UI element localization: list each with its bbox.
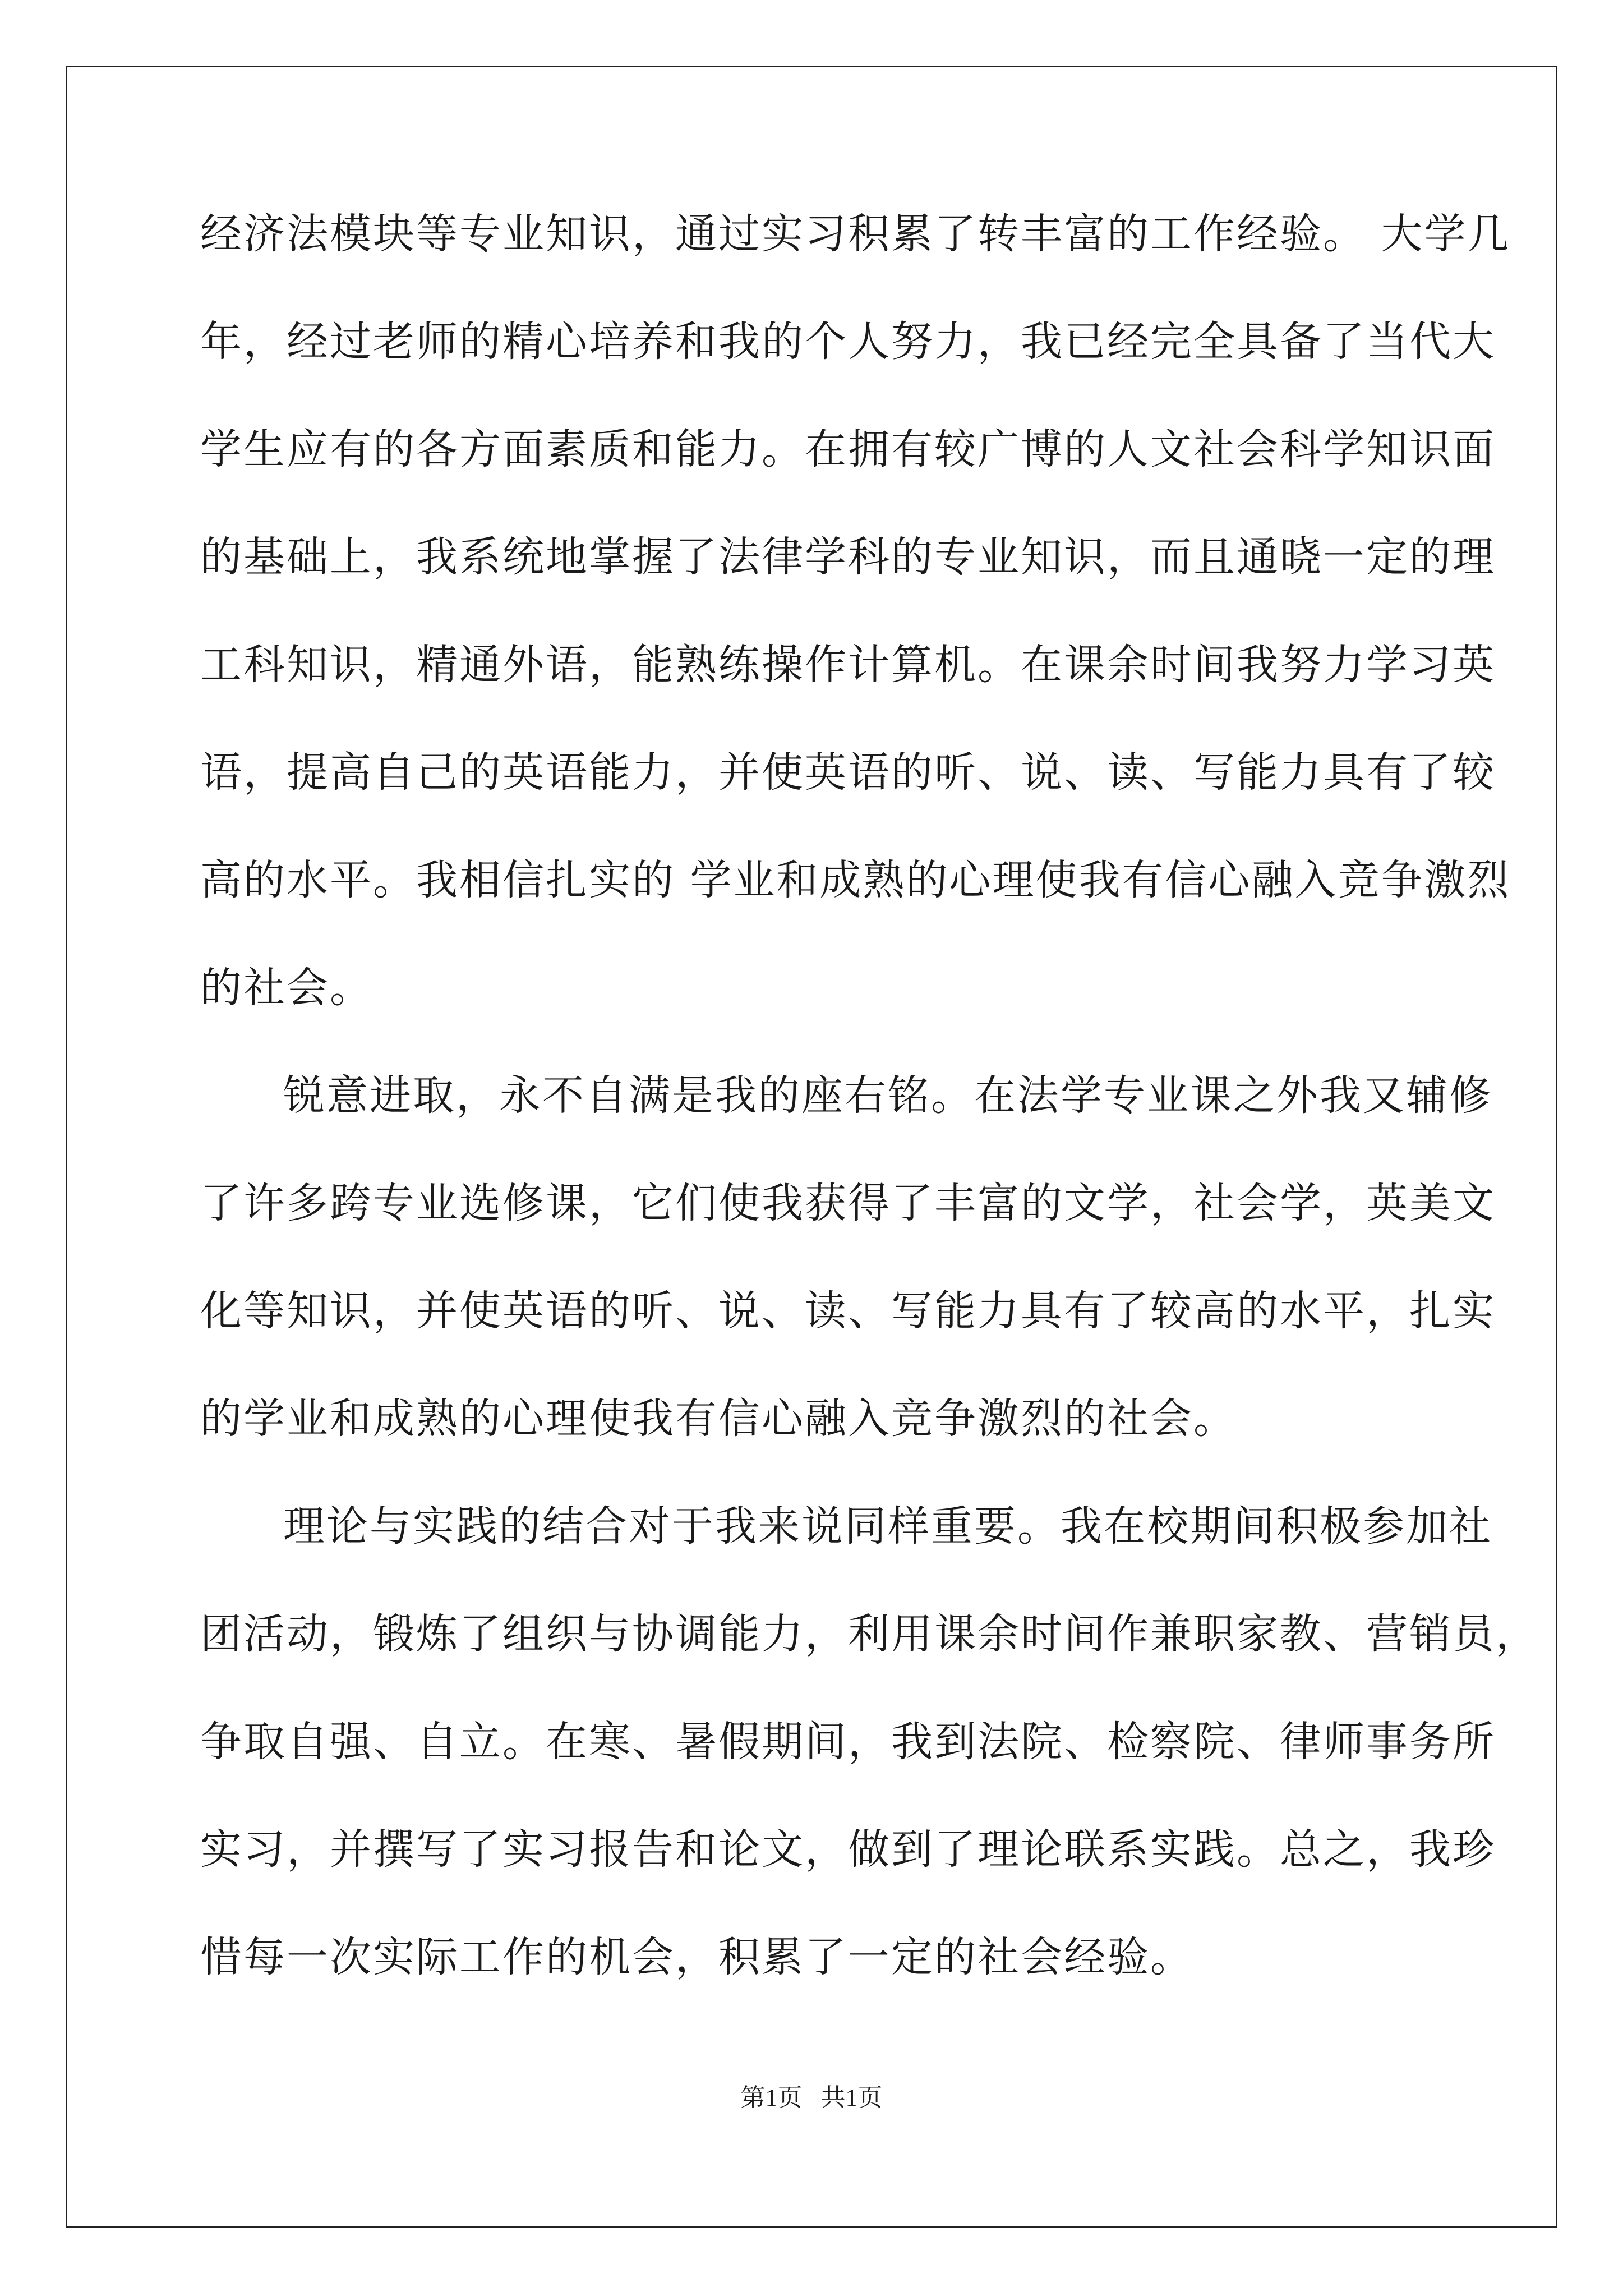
text-line: 了许多跨专业选修课，它们使我获得了丰富的文学，社会学，英美文 [200,1179,1496,1227]
text-line: 工科知识，精通外语，能熟练操作计算机。在课余时间我努力学习英 [200,641,1496,689]
text-line: 惜每一次实际工作的机会，积累了一定的社会经验。 [200,1933,1193,1981]
text-line: 实习，并撰写了实习报告和论文，做到了理论联系实践。总之，我珍 [200,1825,1496,1874]
text-line: 理论与实践的结合对于我来说同样重要。我在校期间积极参加社 [283,1502,1492,1550]
text-line: 高的水平。我相信扎实的 学业和成熟的心理使我有信心融入竞争激烈 [200,856,1511,904]
document-body [200,210,1539,2044]
text-line: 团活动，锻炼了组织与协调能力，利用课余时间作兼职家教、营销员， [200,1610,1539,1658]
text-line: 经济法模块等专业知识，通过实习积累了转丰富的工作经验。 大学几 [200,210,1511,258]
text-line: 的基础上，我系统地掌握了法律学科的专业知识，而且通晓一定的理 [200,533,1496,581]
text-line: 的社会。 [200,964,373,1012]
text-line: 争取自强、自立。在寒、暑假期间，我到法院、检察院、律师事务所 [200,1718,1496,1766]
text-line: 的学业和成熟的心理使我有信心融入竞争激烈的社会。 [200,1395,1237,1443]
text-line: 语，提高自己的英语能力，并使英语的听、说、读、写能力具有了较 [200,748,1496,797]
text-line: 年，经过老师的精心培养和我的个人努力，我已经完全具备了当代大 [200,318,1496,366]
text-line: 学生应有的各方面素质和能力。在拥有较广博的人文社会科学知识面 [200,425,1496,473]
text-line: 化等知识，并使英语的听、说、读、写能力具有了较高的水平，扎实 [200,1287,1496,1335]
page-footer [0,2086,1623,2110]
text-line: 锐意进取，永不自满是我的座右铭。在法学专业课之外我又辅修 [283,1071,1492,1120]
page-number-label: 第1页 共1页 [740,2084,883,2111]
